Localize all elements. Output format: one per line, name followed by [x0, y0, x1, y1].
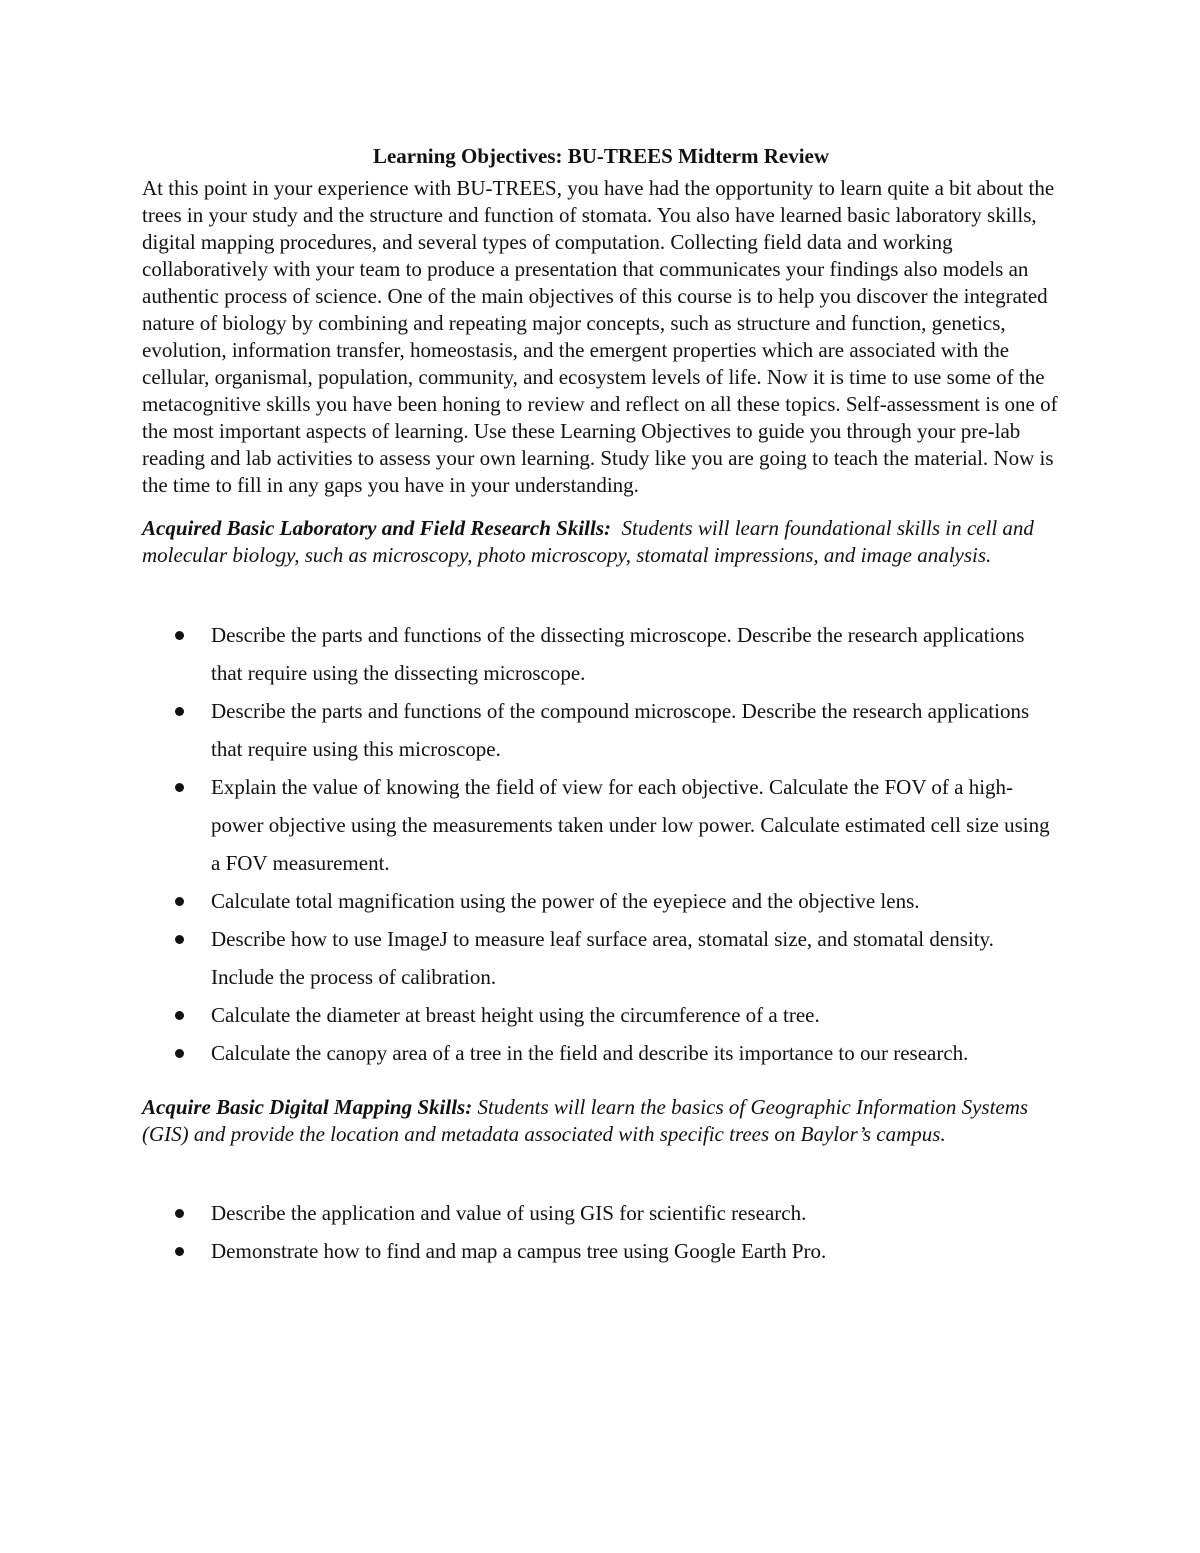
bullet-icon: [175, 1011, 184, 1020]
list-item-text: Describe how to use ImageJ to measure leaf surface area, stomatal size, and stomatal density. Include the process of calibration.: [211, 927, 994, 989]
list-item: [142, 692, 1060, 768]
list-item: [142, 920, 1060, 996]
bullet-icon: [175, 1049, 184, 1058]
mapping-skills-objectives-list: [142, 1194, 1060, 1270]
section-title-mapping-skills: Acquire Basic Digital Mapping Skills:: [142, 1095, 473, 1119]
list-item-text: Describe the parts and functions of the compound microscope. Describe the research applications that require using this microscope.: [211, 699, 1030, 761]
document-title: Learning Objectives: BU-TREES Midterm Review: [372, 144, 830, 168]
list-item-text: Explain the value of knowing the field of view for each objective. Calculate the FOV of a high-power objective using the measurements taken under low power. Calculate estimated cell size using a FOV measurement.: [211, 775, 1050, 875]
bullet-icon: [175, 1209, 184, 1218]
list-item: [142, 1232, 1060, 1270]
bullet-icon: [175, 1247, 184, 1256]
section-heading-mapping-skills: [142, 1094, 1060, 1148]
bullet-icon: [175, 707, 184, 716]
bullet-icon: [175, 935, 184, 944]
list-item-text: Demonstrate how to find and map a campus tree using Google Earth Pro.: [211, 1239, 827, 1263]
list-item-text: Calculate the diameter at breast height using the circumference of a tree.: [211, 1003, 820, 1027]
section-heading-lab-skills: [142, 515, 1060, 569]
bullet-icon: [175, 897, 184, 906]
section-description-lab-skills: Students will learn foundational skills in cell and molecular biology, such as microscopy, photo microscopy, stomatal impressions, and image analysis.: [142, 516, 1034, 567]
intro-paragraph: At this point in your experience with BU-TREES, you have had the opportunity to learn quite a bit about the trees in your study and the structure and function of stomata. You also have learned basic laboratory skills, digital mapping procedures, and several types of computation. Collecting field data and working collaboratively with your team to produce a presentation that communicates your findings also models an authentic process of science. One of the main objectives of this course is to help you discover the integrated nature of biology by combining and repeating major concepts, such as structure and function, genetics, evolution, information transfer, homeostasis, and the emergent properties which are associated with the cellular, organismal, population, community, and ecosystem levels of life. Now it is time to use some of the metacognitive skills you have been honing to review and reflect on all these topics. Self-assessment is one of the most important aspects of learning. Use these Learning Objectives to guide you through your pre-lab reading and lab activities to assess your own learning. Study like you are going to teach the material. Now is the time to fill in any gaps you have in your understanding.: [142, 176, 1058, 497]
list-item: [142, 1034, 1060, 1072]
list-item: [142, 1194, 1060, 1232]
list-item: [142, 768, 1060, 882]
section-description-mapping-skills: Students will learn the basics of Geographic Information Systems (GIS) and provide the location and metadata associated with specific trees on Baylor’s campus.: [142, 1095, 1029, 1146]
list-item-text: Describe the application and value of using GIS for scientific research.: [211, 1201, 807, 1225]
section-title-lab-skills: Acquired Basic Laboratory and Field Research Skills:: [142, 516, 612, 540]
list-item-text: Calculate the canopy area of a tree in the field and describe its importance to our research.: [211, 1041, 969, 1065]
list-item-text: Calculate total magnification using the power of the eyepiece and the objective lens.: [211, 889, 920, 913]
lab-skills-objectives-list: [142, 616, 1060, 1072]
bullet-icon: [175, 631, 184, 640]
list-item: [142, 616, 1060, 692]
document-page: [142, 142, 1060, 1270]
bullet-icon: [175, 783, 184, 792]
list-item-text: Describe the parts and functions of the dissecting microscope. Describe the research applications that require using the dissecting microscope.: [211, 623, 1025, 685]
list-item: [142, 882, 1060, 920]
list-item: [142, 996, 1060, 1034]
